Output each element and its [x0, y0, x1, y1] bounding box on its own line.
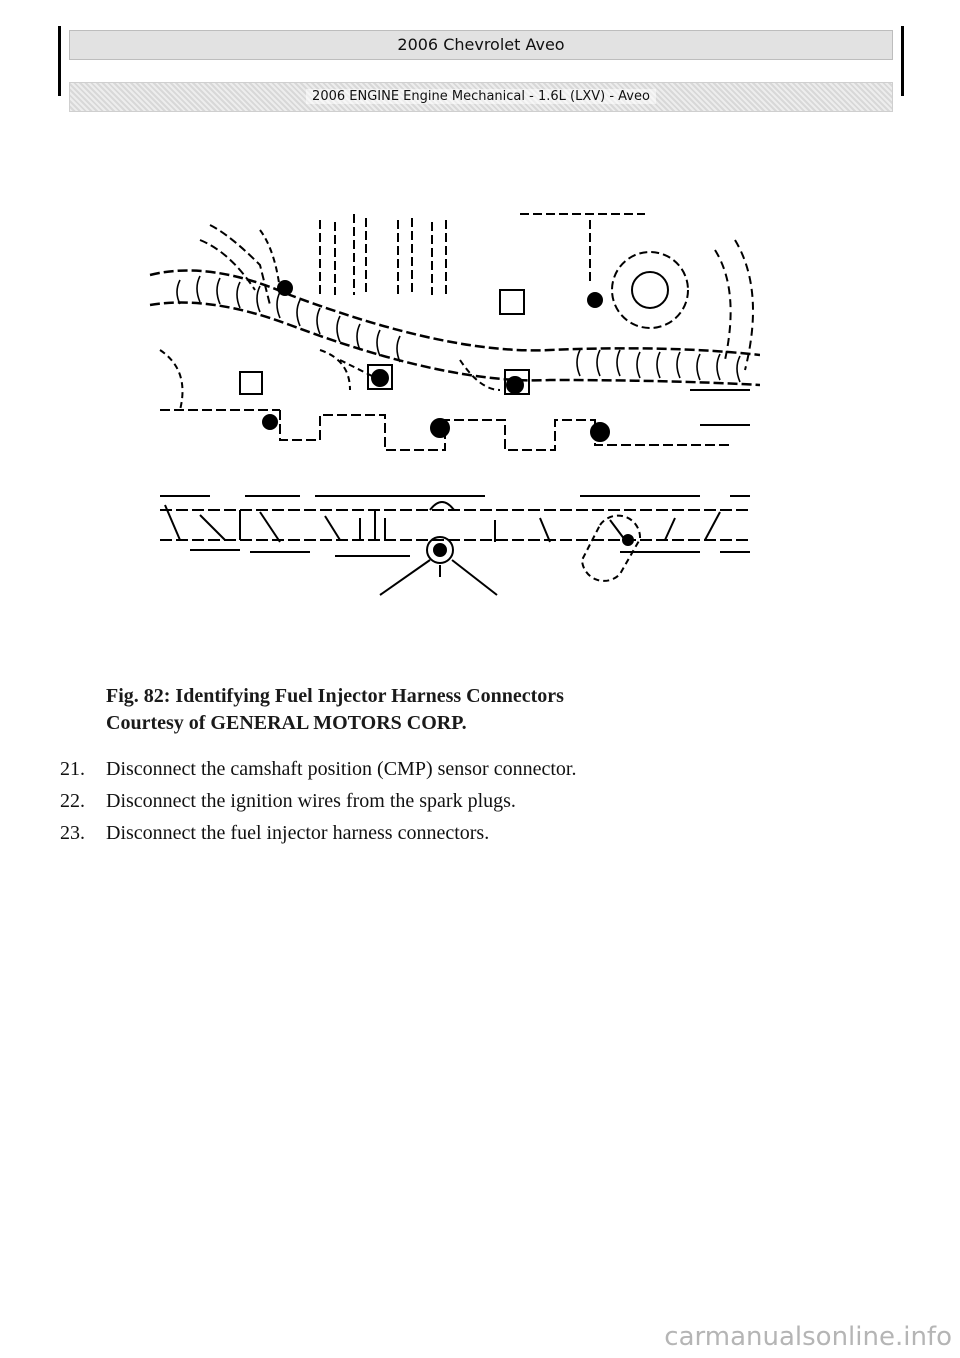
- engine-diagram-icon: [140, 200, 760, 610]
- harness-corrugations: [177, 276, 740, 382]
- page-header: [58, 26, 904, 104]
- fuel-injector-harness-figure: [140, 200, 760, 610]
- step-text: Disconnect the camshaft position (CMP) sensor connector.: [106, 758, 577, 780]
- step-23: [60, 822, 576, 854]
- site-watermark: carmanualsonline.info: [664, 1322, 952, 1352]
- step-number: 21.: [60, 758, 85, 780]
- header-title: 2006 Chevrolet Aveo: [69, 30, 893, 60]
- procedure-steps: [60, 758, 576, 854]
- step-number: 22.: [60, 790, 85, 812]
- step-text: Disconnect the ignition wires from the spark plugs.: [106, 790, 516, 812]
- caption-credit: Courtesy of GENERAL MOTORS CORP.: [106, 712, 467, 734]
- injector-rail-detail: [160, 496, 750, 595]
- step-number: 23.: [60, 822, 85, 844]
- header-subtitle-text: 2006 ENGINE Engine Mechanical - 1.6L (LXV) - Aveo: [306, 89, 656, 104]
- header-subtitle: [69, 82, 893, 112]
- step-text: Disconnect the fuel injector harness connectors.: [106, 822, 490, 844]
- figure-caption: [106, 683, 564, 737]
- step-21: [60, 758, 576, 790]
- step-22: [60, 790, 576, 822]
- caption-title: Fig. 82: Identifying Fuel Injector Harness Connectors: [106, 685, 564, 707]
- intake-runners: [320, 214, 645, 295]
